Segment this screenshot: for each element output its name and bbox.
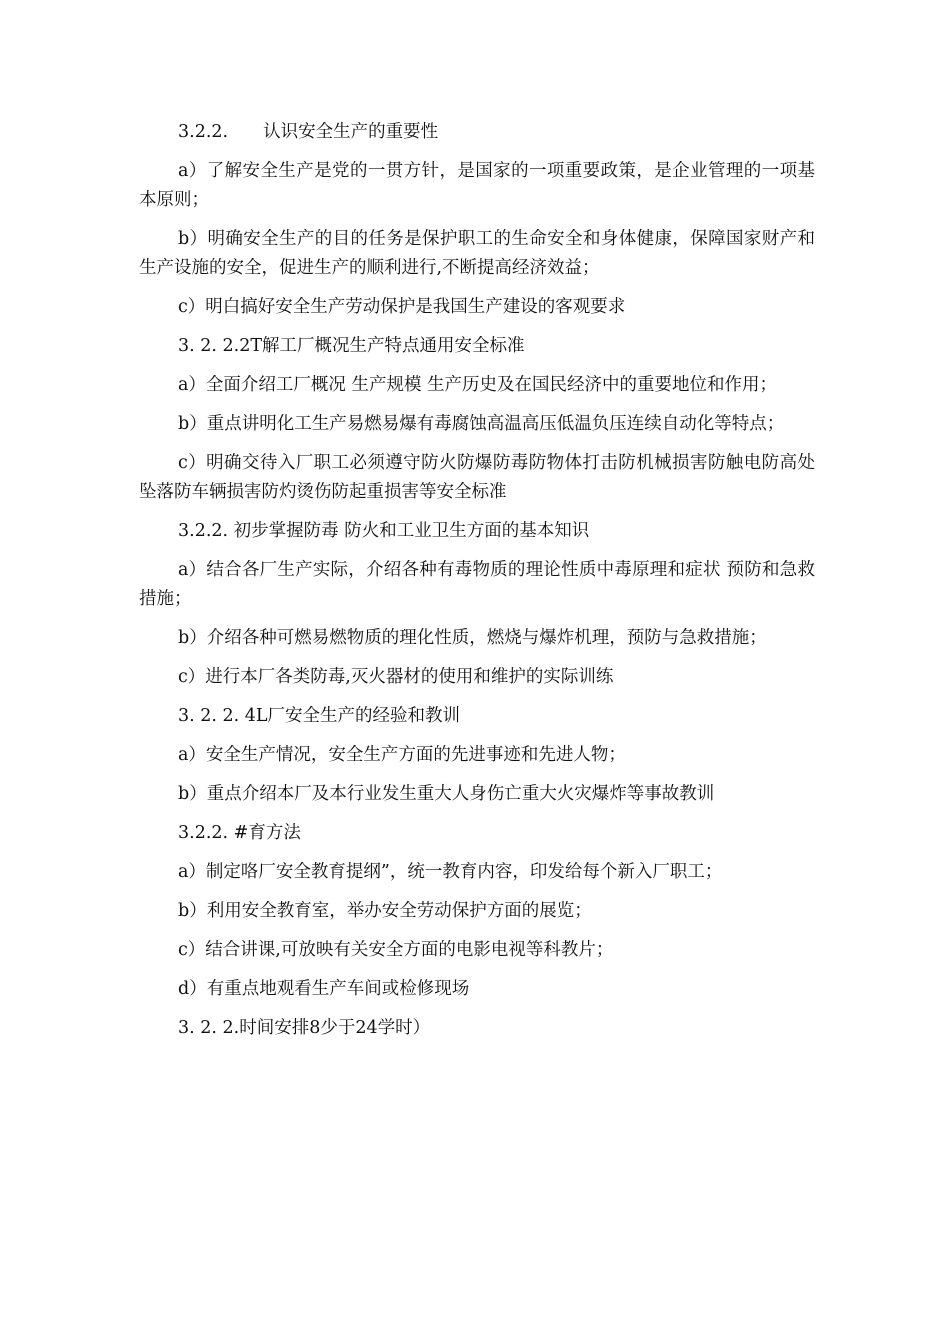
paragraph-c-standards: c）明确交待入厂职工必须遵守防火防爆防毒防物体打击防机械损害防触电防高处坠落防车辆损害防灼烫伤防起重损害等安全标准 <box>139 453 815 502</box>
paragraph-b-exhibition: b）利用安全教育室，举办安全劳动保护方面的展览； <box>178 901 592 921</box>
paragraph-c-films: c）结合讲课,可放映有关安全方面的电影电视等科教片； <box>178 940 614 960</box>
paragraph-b-purpose: b）明确安全生产的目的任务是保护职工的生命安全和身体健康，保障国家财产和生产设施的安全，促进生产的顺利进行,不断提高经济效益； <box>139 229 815 278</box>
section-heading-basic-knowledge: 3.2.2. 初步掌握防毒 防火和工业卫生方面的基本知识 <box>178 521 590 541</box>
paragraph-c-requirement: c）明白搞好安全生产劳动保护是我国生产建设的客观要求 <box>178 297 626 317</box>
section-heading-experience: 3. 2. 2. 4L厂安全生产的经验和教训 <box>178 706 461 726</box>
section-heading-methods: 3.2.2. #育方法 <box>178 823 301 843</box>
paragraph-a-toxic: a）结合各厂生产实际，介绍各种有毒物质的理论性质中毒原理和症状 预防和急救措施； <box>139 560 815 609</box>
paragraph-a-safety-status: a）安全生产情况，安全生产方面的先进事迹和先进人物； <box>178 745 626 765</box>
paragraph-b-lessons: b）重点介绍本厂及本行业发生重大人身伤亡重大火灾爆炸等事故教训 <box>178 784 715 804</box>
paragraph-a-overview: a）全面介绍工厂概况 生产规模 生产历史及在国民经济中的重要地位和作用； <box>178 375 778 395</box>
paragraph-a-outline: a）制定咯厂安全教育提纲”，统一教育内容，印发给每个新入厂职工； <box>178 862 723 882</box>
section-heading-factory-overview: 3. 2. 2.2T解工厂概况生产特点通用安全标准 <box>178 336 525 356</box>
paragraph-a-policy: a）了解安全生产是党的一贯方针，是国家的一项重要政策，是企业管理的一项基本原则； <box>139 161 815 210</box>
document-page <box>139 118 815 1053</box>
paragraph-d-site-visit: d）有重点地观看生产车间或检修现场 <box>178 979 470 999</box>
paragraph-b-features: b）重点讲明化工生产易燃易爆有毒腐蚀高温高压低温负压连续自动化等特点； <box>178 414 785 434</box>
section-heading-schedule: 3. 2. 2.时间安排8少于24学时） <box>178 1018 431 1038</box>
paragraph-b-flammable: b）介绍各种可燃易燃物质的理化性质，燃烧与爆炸机理，预防与急救措施； <box>178 628 767 648</box>
section-heading-importance: 3.2.2. 认识安全生产的重要性 <box>178 122 439 142</box>
paragraph-c-training: c）进行本厂各类防毒,灭火器材的使用和维护的实际训练 <box>178 667 614 687</box>
